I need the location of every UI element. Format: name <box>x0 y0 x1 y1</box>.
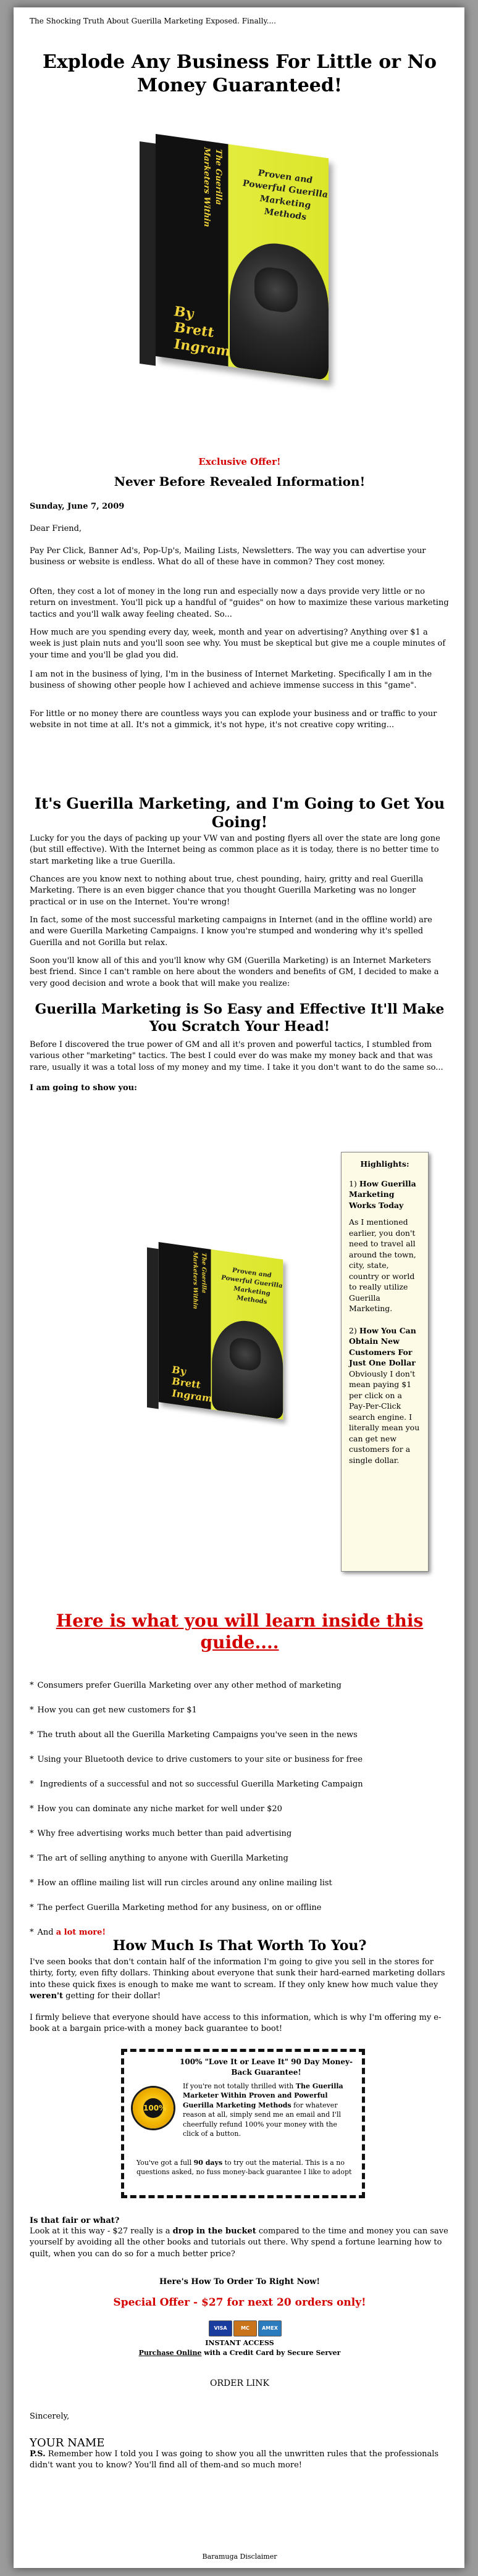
book-spine <box>147 1248 159 1409</box>
page-sheet <box>14 7 464 2568</box>
tagline: The Shocking Truth About Guerilla Marketing Exposed. Finally.... <box>30 17 276 25</box>
special-offer: Special Offer - $27 for next 20 orders only! <box>113 2296 366 2309</box>
paragraph: For little or no money there are countless ways you can explode your business and or traffic to your website in not time at all. It's not a gimmick, it's not hype, it's not creative copy writing... <box>30 709 437 730</box>
paragraph: Often, they cost a lot of money in the long run and especially now a days provide very little or no return on investment. You'll pick up a handful of "guides" on how to maximize these various marketing tactics and you'll walk away feeling cheated. So... <box>30 587 449 619</box>
list-item: * And a lot more! <box>30 1927 450 1939</box>
list-item: * How you can get new customers for $1 <box>30 1705 450 1717</box>
highlight-body: Obviously I don't mean paying $1 per click on a Pay-Per-Click search engine. I literally mean you can get new customers for a single dollar. <box>349 1369 420 1465</box>
paragraph: How much are you spending every day, week, month and year on advertising? Anything over $1 a week is just plain nuts and you'll soon see why. You must be skeptical but give me a couple minutes of your time and you'll be glad you did. <box>30 628 446 660</box>
paragraph: I've seen books that don't contain half of the information I'm going to give you sell in the stores for thirty, forty, even fifty dollars. Thinking about everyone that sunk their hard-earned marketing dollars into these quick fixes is enough to make me want to scream. If they only knew how much value they weren't getting for their dollar! <box>30 1957 445 2001</box>
list-item: * The art of selling anything to anyone with Guerilla Marketing <box>30 1853 450 1865</box>
book-author: By Brett Ingram <box>172 1364 212 1405</box>
postscript: P.S. Remember how I told you I was going to show you all the unwritten rules that the professionals didn't want you to know? You'll find all of them-and so much more! <box>30 2449 439 2470</box>
highlight-heading: How Guerilla Marketing Works Today <box>349 1178 416 1210</box>
guarantee-tail: You've got a full 90 days to try out the material. This is a no questions asked, no fuss money-back guarantee I like to adopt <box>136 2159 352 2177</box>
section-heading: It's Guerilla Marketing, and I'm Going to Get You Going! <box>34 794 445 831</box>
order-now-heading: Here's How To Order To Right Now! <box>159 2277 321 2286</box>
instant-access: INSTANT ACCESS <box>205 2339 274 2347</box>
ebook-cover-image-2 <box>147 1242 283 1405</box>
paragraph: Chances are you know next to nothing about true, chest pounding, hairy, gritty and real Guerilla Marketing. There is an even bigger chance that you thought Guerilla Marketing was no longer practical or in use on the Internet. You're wrong! <box>30 875 424 907</box>
list-item: * The truth about all the Guerilla Marketing Campaigns you've seen in the news <box>30 1730 450 1741</box>
highlights-box <box>341 1152 429 1572</box>
purchase-line: Purchase Online with a Credit Card by Secure Server <box>138 2349 341 2357</box>
book-front <box>156 134 329 380</box>
section-heading: Guerilla Marketing is So Easy and Effective It'll Make You Scratch Your Head! <box>35 1001 445 1035</box>
highlight-body: As I mentioned earlier, you don't need to travel all around the town, city, state, country or world to really utilize Guerilla Marketing. <box>349 1217 416 1313</box>
book-title: The Guerilla Marketers Within <box>202 146 223 228</box>
list-item: * How an offline mailing list will run circles around any online mailing list <box>30 1878 450 1890</box>
paragraph: Lucky for you the days of packing up your VW van and posting flyers all over the state are long gone (but still effective). With the Internet being as common place as it is today, there is no better time to start marketing like a true Guerilla. <box>30 834 440 866</box>
book-spine <box>140 141 156 366</box>
book-subtitle: Proven and Powerful Guerilla Marketing Methods <box>243 168 328 223</box>
highlight-heading: How You Can Obtain New Customers For Just One Dollar <box>349 1325 416 1367</box>
signature-name: YOUR NAME <box>30 2436 105 2449</box>
list-item: * Ingredients of a successful and not so successful Guerilla Marketing Campaign <box>30 1779 450 1791</box>
show-you-label: I am going to show you: <box>30 1083 137 1093</box>
highlight-number: 1) <box>349 1178 357 1188</box>
worth-heading: How Much Is That Worth To You? <box>112 1938 367 1954</box>
paragraph: Soon you'll know all of this and you'll know why GM (Guerilla Marketing) is an Internet Marketers best friend. Since I can't ramble on here about the wonders and benefits of GM, I decided to make a very good decision and wrote a book that will make you realize: <box>30 956 439 988</box>
never-before-heading: Never Before Revealed Information! <box>114 474 366 489</box>
list-item: * The perfect Guerilla Marketing method for any business, on or offline <box>30 1903 450 1914</box>
guarantee-box <box>121 2049 365 2198</box>
footer-disclaimer[interactable]: Baramuga Disclaimer <box>202 2553 277 2561</box>
paragraph: Pay Per Click, Banner Ad's, Pop-Up's, Mailing Lists, Newsletters. The way you can advertise your business or website is endless. What do all of these have in common? They cost money. <box>30 546 426 567</box>
guarantee-seal-icon: 100% <box>133 2088 174 2128</box>
book-front <box>159 1242 283 1420</box>
list-item: * How you can dominate any niche market for well under $20 <box>30 1804 450 1815</box>
sincerely: Sincerely, <box>30 2412 70 2421</box>
paragraph: Before I discovered the true power of GM and all it's proven and powerful tactics, I stumbled from various other "marketing" tactics. The best I could ever do was make my money back and that was rare, usually it was a total loss of my money and my time. I take it you don't want to do the same so... <box>30 1040 443 1072</box>
highlight-number: 2) <box>349 1325 357 1335</box>
paragraph: In fact, some of the most successful marketing campaigns in Internet (and in the offline world) are and were Guerilla Marketing Campaigns. I know you're stumped and wondering why it's spelled Guerilla and not Gorilla but relax. <box>30 915 432 948</box>
fair-question: Is that fair or what? <box>30 2216 120 2225</box>
payment-cards <box>209 2320 283 2338</box>
paragraph: I firmly believe that everyone should have access to this information, which is why I'm offering my e-book at a bargain price-with a money back guarantee to boot! <box>30 2013 442 2034</box>
list-item: * Why free advertising works much better than paid advertising <box>30 1828 450 1840</box>
highlights-title: Highlights: <box>360 1159 409 1169</box>
guarantee-title: 100% "Love It or Leave It" 90 Day Money-Back Guarantee! <box>180 2057 353 2077</box>
purchase-online-link[interactable]: Purchase Online <box>138 2349 202 2357</box>
book-author: By Brett Ingram <box>174 303 230 360</box>
learn-heading: Here is what you will learn inside this guide.... <box>56 1611 424 1653</box>
order-link[interactable]: ORDER LINK <box>210 2378 269 2388</box>
amex-icon: AMEX <box>258 2320 282 2336</box>
paragraph: Look at it this way - $27 really is a drop in the bucket compared to the time and money you can save yourself by avoiding all the other books and tutorials out there. Why spend a fortune learning how to quilt, when you can do so for a much better price? <box>30 2227 448 2259</box>
book-subtitle: Proven and Powerful Guerilla Marketing Methods <box>221 1266 283 1306</box>
page-headline: Explode Any Business For Little or No Money Guaranteed! <box>43 51 437 96</box>
letter-date: Sunday, June 7, 2009 <box>30 502 125 511</box>
exclusive-offer: Exclusive Offer! <box>198 456 281 467</box>
paragraph: I am not in the business of lying, I'm in the business of Internet Marketing. Specifically I am in the business of showing other people how I achieved and achieve immense success in this "game". <box>30 670 432 691</box>
greeting: Dear Friend, <box>30 524 82 533</box>
list-item: * Consumers prefer Guerilla Marketing over any other method of marketing <box>30 1680 450 1692</box>
ebook-cover-image <box>140 134 337 393</box>
mastercard-icon: MC <box>233 2320 257 2336</box>
list-item: * Using your Bluetooth device to drive customers to your site or business for free <box>30 1754 450 1766</box>
book-title: The Guerilla Marketers Within <box>191 1251 208 1310</box>
guarantee-body: If you're not totally thrilled with The Guerilla Marketer Within Proven and Powerful Guerilla Marketing Methods for whatever reason at all, simply send me an email and I'll cheerfully refund 100% your money with the click of a button. <box>183 2082 343 2138</box>
visa-icon: VISA <box>209 2320 232 2336</box>
